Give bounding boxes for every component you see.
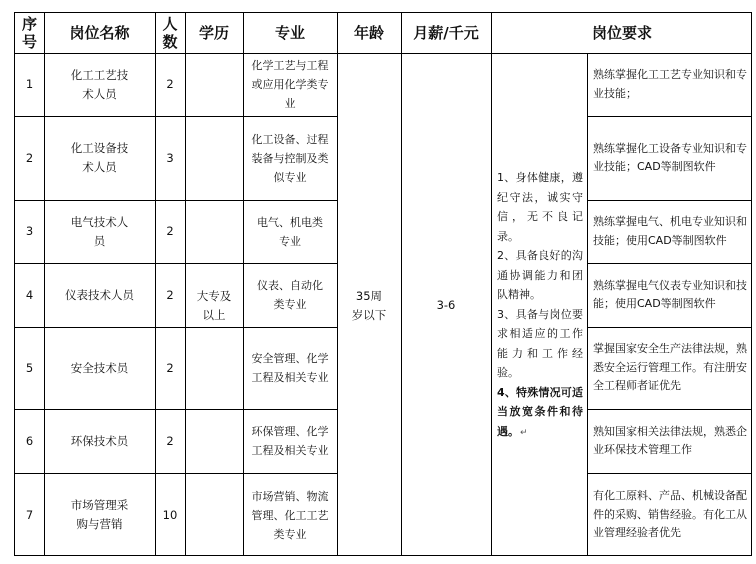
row1-position: 化工工艺技术人员 [70, 67, 129, 101]
header-salary: 月薪/千元 [413, 24, 479, 42]
row3-count: 2 [166, 224, 174, 238]
row3-seq: 3 [25, 224, 34, 238]
row3-position: 电气技术人员 [70, 214, 129, 248]
row6-seq: 6 [25, 433, 34, 448]
row2-seq: 2 [25, 150, 34, 165]
header-age: 年龄 [353, 24, 384, 42]
row5-seq: 5 [25, 360, 34, 375]
row1-requirement: 熟练掌握化工工艺专业知识和专业技能； [593, 68, 747, 100]
row5-count: 2 [166, 360, 174, 375]
row2-major: 化工设备、过程装备与控制及类似专业 [251, 132, 329, 184]
header-major: 专业 [274, 24, 305, 42]
header-seq: 序号 [21, 15, 37, 51]
header-count: 人数 [162, 15, 178, 51]
row1-count: 2 [166, 77, 174, 91]
row2-count: 3 [166, 150, 174, 165]
condition-special: 4、特殊情况可适当放宽条件和待遇。↵ [497, 385, 583, 438]
header-education: 学历 [198, 24, 229, 42]
row5-requirement: 掌握国家安全生产法律法规，熟悉安全运行管理工作。有注册安全工程师者证优先 [593, 342, 747, 393]
header-requirements: 岗位要求 [591, 24, 652, 42]
row4-position: 仪表技术人员 [65, 287, 134, 302]
row5-position: 安全技术员 [70, 360, 129, 375]
condition-1: 1、身体健康，遵纪守法，诚实守信，无不良记录。 [497, 171, 583, 243]
row2-position: 化工设备技术人员 [70, 141, 129, 174]
row7-seq: 7 [25, 507, 34, 522]
row7-requirement: 有化工原料、产品、机械设备配件的采购、销售经验。有化工从业管理经验者优先 [593, 489, 747, 540]
row1-seq: 1 [25, 77, 34, 91]
shared-education: 大专及以上 [196, 288, 232, 322]
row7-count: 10 [162, 507, 178, 522]
row6-count: 2 [166, 433, 174, 448]
row4-major: 仪表、自动化类专业 [257, 279, 323, 311]
row5-major: 安全管理、化学工程及相关专业 [251, 352, 329, 384]
row6-requirement: 熟知国家相关法律法规，熟悉企业环保技术管理工作 [593, 424, 747, 456]
condition-2: 2、具备良好的沟通协调能力和团队精神。 [497, 249, 583, 301]
shared-salary: 3-6 [436, 298, 456, 312]
row4-seq: 4 [25, 287, 34, 302]
row4-requirement: 熟练掌握电气仪表专业知识和技能；使用CAD等制图软件 [593, 278, 747, 310]
row4-count: 2 [166, 287, 174, 302]
header-position: 岗位名称 [69, 24, 130, 42]
row3-requirement: 熟练掌握电气、机电专业知识和技能；使用CAD等制图软件 [593, 215, 747, 247]
condition-3: 3、具备与岗位要求相适应的工作能力和工作经验。 [497, 307, 583, 379]
row6-position: 环保技术员 [70, 433, 129, 448]
row1-major: 化学工艺与工程或应用化学类专业 [251, 59, 329, 110]
row6-major: 环保管理、化学工程及相关专业 [251, 425, 329, 457]
row7-major: 市场营销、物流管理、化工工艺类专业 [251, 489, 329, 541]
recruitment-table [14, 12, 752, 556]
shared-conditions [491, 54, 587, 557]
row7-position: 市场管理采购与营销 [70, 498, 129, 531]
row3-major: 电气、机电类专业 [257, 215, 323, 248]
shared-age: 35周岁以下 [351, 288, 387, 322]
paragraph-mark-icon: ↵ [520, 427, 528, 438]
row2-requirement: 熟练掌握化工设备专业知识和专业技能；CAD等制图软件 [593, 141, 747, 173]
